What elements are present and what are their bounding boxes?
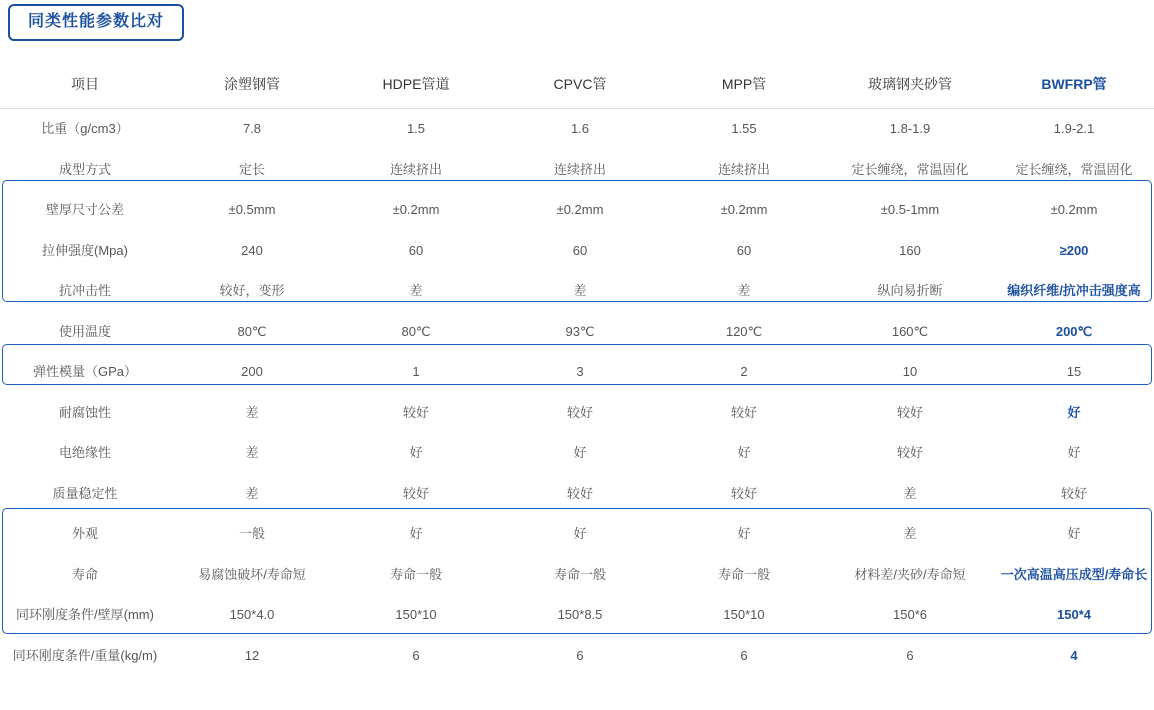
table-cell: 好	[573, 526, 587, 542]
row-label: 电绝缘性	[58, 445, 111, 461]
table-cell: 60	[572, 242, 588, 258]
table-row	[0, 636, 1154, 677]
table-cell: 寿命一般	[717, 566, 770, 582]
table-cell: 易腐蚀破坏/寿命短	[198, 566, 306, 582]
table-cell: 200	[241, 364, 263, 380]
table-cell: 定长缠绕，常温固化	[851, 161, 969, 177]
table-cell: 好	[737, 445, 751, 461]
table-cell-highlight: 好	[1067, 404, 1081, 420]
table-cell: 连续挤出	[553, 161, 606, 177]
table-cell: 差	[245, 404, 259, 420]
table-cell: 160℃	[891, 323, 929, 339]
row-label: 成型方式	[58, 161, 111, 177]
table-cell: 较好	[566, 485, 593, 501]
table-cell: 较好	[896, 404, 923, 420]
table-cell: 寿命一般	[389, 566, 442, 582]
table-cell: 12	[244, 647, 260, 663]
column-header-coated-steel: 涂塑钢管	[170, 62, 334, 109]
table-cell: 80℃	[237, 323, 267, 339]
table-cell: 较好	[566, 404, 593, 420]
column-header-hdpe: HDPE管道	[334, 62, 498, 109]
row-label: 拉伸强度(Mpa)	[42, 242, 128, 258]
table-cell: 好	[737, 526, 751, 542]
row-label: 质量稳定性	[52, 485, 118, 501]
table-cell: 150*10	[395, 607, 437, 623]
page-title: 同类性能参数比对	[8, 4, 184, 41]
table-cell: 好	[409, 526, 423, 542]
table-cell: ±0.2mm	[720, 202, 768, 218]
table-cell-highlight: 编织纤维/抗冲击强度高	[1007, 283, 1141, 299]
table-cell: 60	[408, 242, 424, 258]
table-row	[0, 514, 1154, 555]
column-header-frp-sand: 玻璃钢夹砂管	[826, 62, 994, 109]
row-label: 抗冲击性	[58, 283, 111, 299]
row-label: 同环刚度条件/重量(kg/m)	[12, 647, 158, 663]
table-cell: 150*6	[893, 607, 927, 623]
row-label: 耐腐蚀性	[58, 404, 111, 420]
table-row	[0, 109, 1154, 150]
table-cell: 差	[573, 283, 587, 299]
table-cell: 60	[736, 242, 752, 258]
table-cell: 150*4.0	[229, 607, 275, 623]
table-cell: 较好，变形	[219, 283, 285, 299]
table-cell: 连续挤出	[389, 161, 442, 177]
comparison-table	[0, 62, 1154, 676]
table-cell: 差	[903, 526, 917, 542]
table-cell: 160	[899, 242, 921, 258]
table-cell: 差	[903, 485, 917, 501]
table-cell: 差	[245, 445, 259, 461]
row-label: 壁厚尺寸公差	[45, 202, 124, 218]
table-cell-highlight: 200℃	[1055, 323, 1093, 339]
table-cell: 差	[737, 283, 751, 299]
table-cell-highlight: 一次高温高压成型/寿命长	[1000, 566, 1148, 582]
table-cell: 1.8-1.9	[889, 121, 931, 137]
table-cell: 较好	[896, 445, 923, 461]
table-cell: 较好	[402, 485, 429, 501]
comparison-table-wrapper	[0, 62, 1154, 676]
table-row	[0, 271, 1154, 312]
table-cell: ±0.2mm	[392, 202, 440, 218]
table-cell-highlight: ≥200	[1059, 242, 1089, 258]
table-cell: 纵向易折断	[877, 283, 943, 299]
table-row	[0, 150, 1154, 191]
table-cell-highlight: 4	[1070, 647, 1078, 663]
table-cell: 差	[409, 283, 423, 299]
table-cell: 10	[902, 364, 918, 380]
table-row	[0, 231, 1154, 272]
table-cell: 寿命一般	[553, 566, 606, 582]
table-row	[0, 595, 1154, 636]
table-row	[0, 352, 1154, 393]
table-cell: 6	[906, 647, 914, 663]
column-header-bwfrp: BWFRP管	[994, 62, 1154, 109]
table-cell: 93℃	[565, 323, 595, 339]
table-cell: 连续挤出	[717, 161, 770, 177]
table-cell: 差	[245, 485, 259, 501]
table-row	[0, 474, 1154, 515]
table-cell: 较好	[730, 404, 757, 420]
table-cell: ±0.5-1mm	[880, 202, 940, 218]
row-label: 比重（g/cm3）	[41, 121, 129, 137]
table-cell: 1.5	[406, 121, 426, 137]
table-cell: 定长	[238, 161, 265, 177]
table-cell: 6	[576, 647, 584, 663]
table-cell: 6	[412, 647, 420, 663]
table-cell: 1.55	[731, 121, 757, 137]
table-cell: 80℃	[401, 323, 431, 339]
row-label: 使用温度	[58, 323, 111, 339]
row-label: 外观	[71, 526, 98, 542]
table-cell-highlight: 定长缠绕，常温固化	[1015, 161, 1133, 177]
table-cell: ±0.2mm	[556, 202, 604, 218]
table-cell: 150*10	[723, 607, 765, 623]
row-label: 同环刚度条件/壁厚(mm)	[16, 607, 154, 623]
table-cell: 120℃	[725, 323, 763, 339]
table-cell: 6	[740, 647, 748, 663]
table-cell: 一般	[238, 526, 265, 542]
table-cell: 材料差/夹砂/寿命短	[854, 566, 966, 582]
row-label: 寿命	[71, 566, 98, 582]
table-cell: 3	[576, 364, 584, 380]
table-row	[0, 190, 1154, 231]
column-header-item: 项目	[0, 62, 170, 109]
table-row	[0, 433, 1154, 474]
table-cell: ±0.5mm	[228, 202, 276, 218]
table-cell: 好	[409, 445, 423, 461]
table-cell: 150*8.5	[557, 607, 603, 623]
table-cell-highlight: 1.9-2.1	[1053, 121, 1095, 137]
table-cell-highlight: 15	[1066, 364, 1082, 380]
row-label: 弹性模量（GPa）	[32, 364, 137, 380]
table-cell: 较好	[730, 485, 757, 501]
column-header-cpvc: CPVC管	[498, 62, 662, 109]
table-cell: 1	[412, 364, 420, 380]
table-cell: 好	[573, 445, 587, 461]
table-cell-highlight: ±0.2mm	[1050, 202, 1098, 218]
table-cell: 240	[241, 242, 263, 258]
column-header-mpp: MPP管	[662, 62, 826, 109]
table-cell: 2	[740, 364, 748, 380]
table-cell-highlight: 好	[1067, 526, 1081, 542]
table-cell-highlight: 较好	[1060, 485, 1087, 501]
table-cell-highlight: 好	[1067, 445, 1081, 461]
table-header-row	[0, 62, 1154, 109]
table-row	[0, 555, 1154, 596]
table-cell: 较好	[402, 404, 429, 420]
table-cell-highlight: 150*4	[1057, 607, 1091, 623]
table-row	[0, 312, 1154, 353]
table-cell: 1.6	[570, 121, 590, 137]
table-cell: 7.8	[242, 121, 262, 137]
table-row	[0, 393, 1154, 434]
